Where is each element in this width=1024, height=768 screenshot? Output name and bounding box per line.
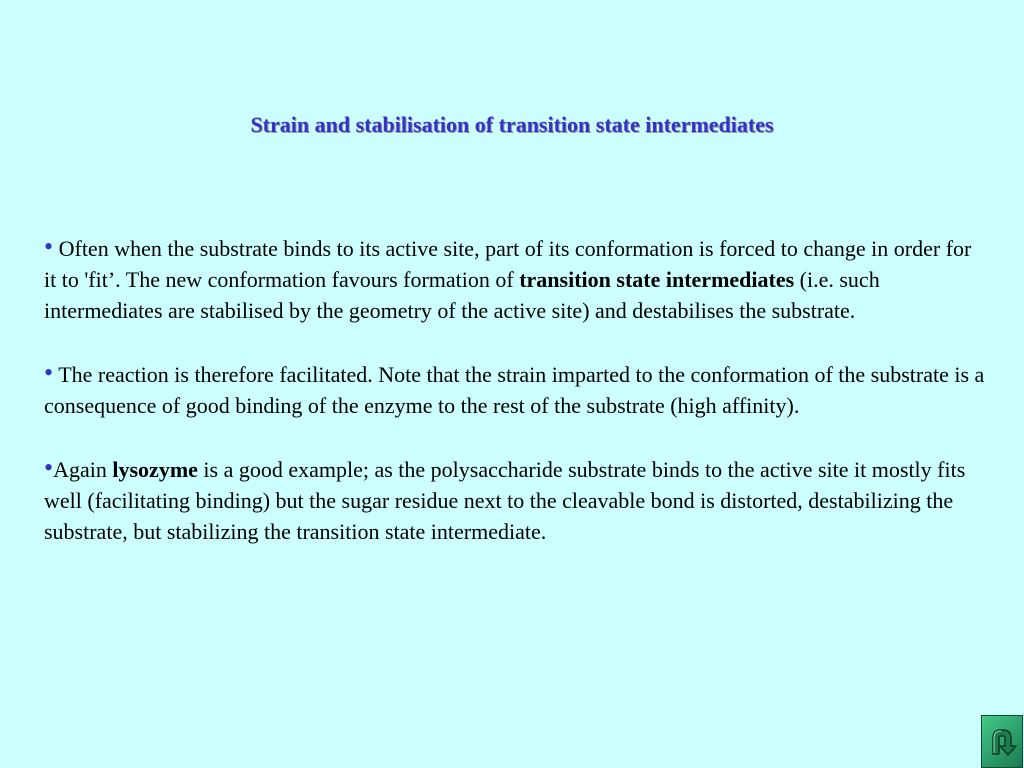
paragraph-bold-term: lysozyme xyxy=(112,457,198,482)
paragraph-bold-term: transition state intermediates xyxy=(519,267,795,292)
bullet-paragraph-1 xyxy=(44,231,989,326)
paragraph-text: The reaction is therefore facilitated. Note that the strain imparted to the conformation of the substrate is a consequence of good binding of the enzyme to the rest of the substrate (high affinity). xyxy=(44,362,985,418)
bullet-paragraph-3 xyxy=(44,452,989,547)
paragraph-text: Often when the substrate binds to its active site, part of its conformation is forced to change in order for it to 'fit’. The new conformation favours formation of xyxy=(44,236,972,292)
slide-body xyxy=(44,231,989,578)
paragraph-text: Again xyxy=(53,457,113,482)
slide-title: Strain and stabilisation of transition state intermediates xyxy=(250,112,774,137)
bullet-icon: • xyxy=(44,453,54,482)
bullet-paragraph-2 xyxy=(44,357,989,421)
bullet-icon: • xyxy=(44,232,54,261)
bullet-icon: • xyxy=(44,358,54,387)
return-button[interactable] xyxy=(981,715,1023,768)
paragraph-text: (i.e. such intermediates are stabilised by the geometry of the active site) and destabilises the substrate. xyxy=(44,267,880,323)
paragraph-text: is a good example; as the polysaccharide substrate binds to the active site it mostly fits well (facilitating binding) but the sugar residue next to the cleavable bond is distorted, destabilizing the substrate, but stabilizing the transition state intermediate. xyxy=(44,457,966,544)
return-arrow-icon xyxy=(985,724,1019,762)
